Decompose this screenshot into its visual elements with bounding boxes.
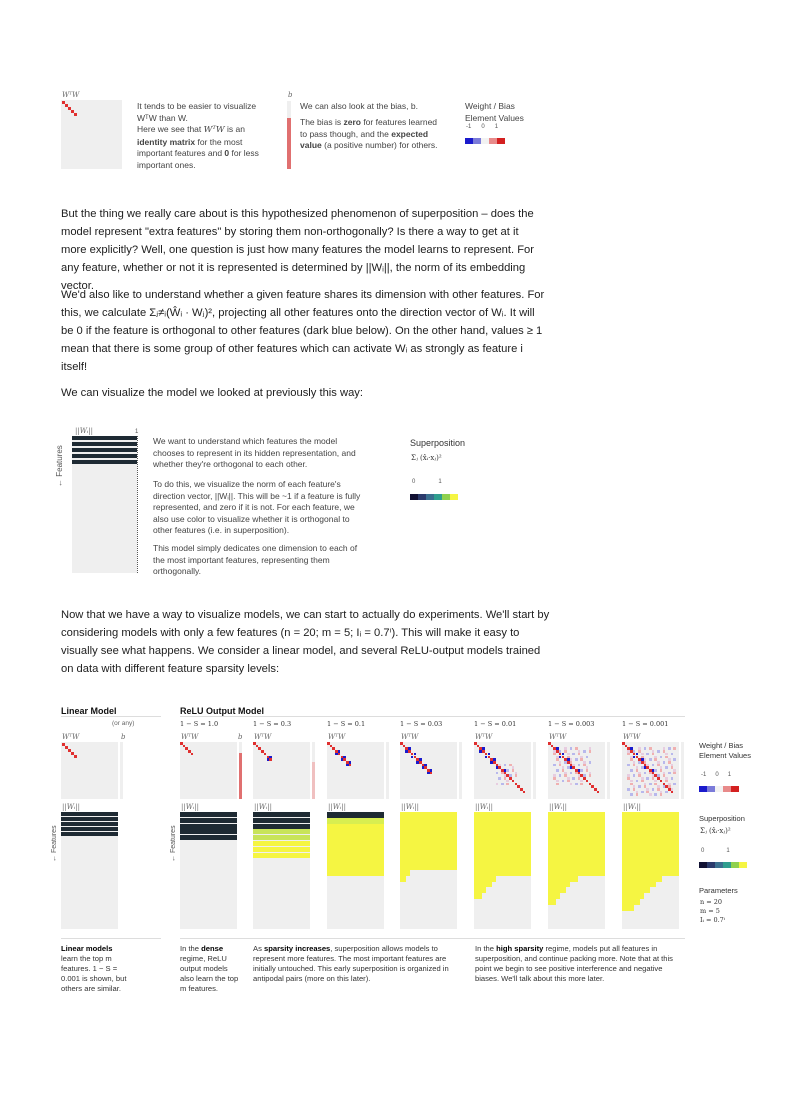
interference-cell [654,793,657,796]
norm-bar [253,812,310,817]
interference-cell [657,774,660,777]
offdiag-cell [419,758,422,761]
interference-cell [660,756,663,759]
interference-cell [671,753,674,756]
wtw-matrix [61,100,122,169]
interference-cell [668,772,671,775]
interference-cell [627,788,630,791]
mid-dotted-line [137,436,138,573]
interference-cell [660,793,663,796]
interference-cell [649,758,652,761]
relu-wtw-label: WᵀW [254,733,272,741]
interference-cell [570,747,573,750]
interference-cell [668,747,671,750]
relu-bias [459,742,462,799]
sparsity-label: 1 − S = 0.01 [474,720,517,728]
interference-cell [630,769,633,772]
offdiag-cell [496,766,499,769]
top-legend-title: Weight / Bias Element Values [465,101,524,123]
relu-bias [312,742,315,799]
interference-cell [646,777,649,780]
interference-cell [649,793,652,796]
interference-cell [665,791,668,794]
relu-model-title: ReLU Output Model [180,706,264,716]
offdiag-cell [408,747,411,750]
interference-cell [559,774,562,777]
interference-cell [580,769,583,772]
relu-norm-label: ||Wᵢ|| [254,803,273,811]
interference-cell [654,769,657,772]
relu-norm-label: ||Wᵢ|| [623,803,642,811]
interference-cell [509,774,512,777]
interference-cell [627,764,630,767]
relu-wtw-label: WᵀW [549,733,567,741]
relu-wtw-label: WᵀW [328,733,346,741]
interference-cell [564,761,567,764]
interference-cell [498,777,501,780]
diag-cell [191,753,194,756]
interference-cell [638,761,641,764]
interference-cell [671,777,674,780]
mid-text-3: This model simply dedicates one dimension to each of the most important features, representing them orthogonally. [153,543,358,576]
offdiag-cell [411,756,414,759]
interference-cell [671,788,674,791]
offdiag-cell [430,769,433,772]
norm-bar [622,905,634,911]
interference-cell [575,758,578,761]
linear-wtw-label: WᵀW [62,733,80,741]
relu-wtw-matrix [548,742,605,799]
relu-norm-label: ||Wᵢ|| [549,803,568,811]
bottom-sp-formula: Σⱼ (x̂ᵢ·xⱼ)² [700,827,731,835]
interference-cell [515,774,518,777]
offdiag-cell [485,756,488,759]
param-n: n = 20 [700,898,723,906]
relu-wtw-label: WᵀW [475,733,493,741]
relu-wtw-matrix [180,742,237,799]
norm-bar [253,841,310,846]
diag-cell [523,791,526,794]
norm-bar [253,818,310,823]
bottom-sp-swatches [699,855,747,873]
interference-cell [663,785,666,788]
bias-bar [312,762,315,799]
interference-cell [589,774,592,777]
relu-wtw-matrix [400,742,457,799]
mid-norm-label: ||Wᵢ|| [75,427,94,435]
interference-cell [553,764,556,767]
bottom-sp-ticks: 0 1 [701,848,730,854]
caption-rule-linear [61,938,161,939]
relu-wtw-matrix [327,742,384,799]
interference-cell [586,756,589,759]
norm-bar [180,829,237,834]
mid-text-2: To do this, we visualize the norm of each feature's direction vector, ||Wᵢ||. This will be ~1 if a feature is fully represented, and zero if it is not. For each feature, we also use color to visualize whether it is orthogonal to other features (i.e. in superposition). [153,479,361,535]
interference-cell [652,788,655,791]
linear-norm-chart [61,812,118,929]
norm-bar [180,812,237,817]
offdiag-cell [570,766,573,769]
offdiag-cell [267,758,270,761]
offdiag-cell [479,750,482,753]
relu-wtw-matrix [474,742,531,799]
relu-bias [533,742,536,799]
linear-bias [120,742,123,799]
relu-features-label: ← Features [170,825,177,862]
offdiag-cell [338,750,341,753]
interference-cell [559,750,562,753]
interference-cell [633,750,636,753]
interference-cell [646,764,649,767]
offdiag-cell [636,753,639,756]
offdiag-cell [346,764,349,767]
interference-cell [641,791,644,794]
norm-bar [180,818,237,823]
relu-bias [607,742,610,799]
mid-sp-swatches [410,487,458,505]
linear-model-title: Linear Model [61,706,117,716]
offdiag-cell [422,766,425,769]
interference-cell [633,774,636,777]
linear-norm-label: ||Wᵢ|| [62,803,81,811]
offdiag-cell [562,753,565,756]
interference-cell [630,793,633,796]
top-text-2: Here we see that WᵀW is an identity matrix for the most important features and 0 for less important ones. [137,124,259,170]
offdiag-cell [414,753,417,756]
interference-cell [504,764,507,767]
sparsity-label: 1 − S = 1.0 [180,720,219,728]
relu-bias [386,742,389,799]
interference-cell [657,750,660,753]
wtw-label: WᵀW [62,91,80,99]
interference-cell [496,772,499,775]
offdiag-cell [424,764,427,767]
top-legend-swatches [465,131,505,149]
bottom-legend-title: Weight / Bias Element Values [699,741,751,760]
interference-cell [583,774,586,777]
bias-vector [287,101,291,169]
interference-cell [644,747,647,750]
paragraph-1: But the thing we really care about is this hypothesized phenomenon of superposition – does the model represent "extra features" by storing them non-orthogonally? Is there a way to get at it more explicitly? Well, one question is just how many features the model learns to represent. For any feature, whether or not it is represented is determined by ||Wᵢ||, the norm of its embedding vector. [61,208,534,292]
relu-norm-chart [474,812,531,929]
norm-bar [180,835,237,840]
sparsity-label: 1 − S = 0.3 [253,720,292,728]
offdiag-cell [427,772,430,775]
interference-cell [649,783,652,786]
mid-text-1: We want to understand which features the model chooses to represent in its hidden representation, and whether they're orthogonal to each other. [153,436,356,469]
interference-cell [673,747,676,750]
caption-rule-relu [180,938,685,939]
mid-sp-formula: Σⱼ (x̂ᵢ·xⱼ)² [411,454,442,462]
relu-bias [239,742,242,799]
paragraph-4: Now that we have a way to visualize models, we can start to actually do experiments. We'll start by considering models with only a few features (n = 20; m = 5; Iᵢ = 0.7ⁱ). This will make it easy to visually see what happens. We consider a linear model, and several ReLU-output models trained on data with different feature sparsity levels: [61,609,550,675]
relu-norm-label: ||Wᵢ|| [401,803,420,811]
linear-features-label: ← Features [51,825,58,862]
offdiag-cell [633,756,636,759]
bias-label: b [288,91,293,99]
relu-wtw-matrix [253,742,310,799]
offdiag-cell [341,758,344,761]
caption-high: In the high sparsity regime, models put all features in superposition, and continue packing more. Note that at this point we begin to see positive interference and negative biases. We'll talk about this more later. [475,944,673,983]
sparsity-label: 1 − S = 0.003 [548,720,595,728]
relu-norm-label: ||Wᵢ|| [328,803,347,811]
interference-cell [644,772,647,775]
top-legend-ticks: -1 0 1 [466,124,499,130]
norm-bar [253,853,310,858]
interference-cell [580,783,583,786]
interference-cell [556,783,559,786]
mid-sp-ticks: 0 1 [412,479,442,485]
interference-cell [652,764,655,767]
interference-cell [641,766,644,769]
offdiag-cell [490,761,493,764]
norm-bar [253,824,310,829]
interference-cell [578,764,581,767]
relu-bias [681,742,684,799]
offdiag-cell [482,747,485,750]
interference-cell [506,783,509,786]
norm-bar [253,835,310,840]
interference-cell [589,750,592,753]
interference-cell [562,780,565,783]
norm-bar [400,876,406,882]
norm-bar [548,899,556,905]
relu-norm-chart [400,812,457,929]
linear-wtw [61,742,118,799]
interference-cell [673,758,676,761]
params-title: Parameters [699,886,738,895]
interference-cell [636,780,639,783]
sparsity-label: 1 − S = 0.1 [327,720,366,728]
norm-bar [253,829,310,834]
caption-dense: In the dense regime, ReLU output models also learn the top m features. [180,944,239,993]
relu-norm-label: ||Wᵢ|| [181,803,200,811]
caption-increase: As sparsity increases, superposition allows models to represent more features. The most important features are initially untouched. This early superposition is organized in antipodal pairs (more on this later). [253,944,449,983]
offdiag-cell [343,756,346,759]
interference-cell [575,783,578,786]
interference-cell [570,772,573,775]
interference-cell [636,793,639,796]
linear-b-label: b [121,733,126,741]
sparsity-label: 1 − S = 0.001 [622,720,669,728]
offdiag-cell [349,761,352,764]
paragraph-2: We'd also like to understand whether a given feature shares its dimension with other features. For this, we calculate Σⱼ≠ᵢ(Ŵᵢ · Wⱼ)², projecting all other features onto the direction vector of Wᵢ. It will be 0 if the feature is orthogonal to other features (dark blue below). On the other hand, values ≥ 1 mean that there is some group of other features which can activate Wᵢ as strongly as feature i itself! [61,289,545,373]
relu-norm-chart [622,812,679,929]
relu-norm-chart [253,812,310,929]
relu-features-text: Features [170,825,177,854]
relu-wtw-matrix [622,742,679,799]
interference-cell [646,753,649,756]
paragraph-3: We can visualize the model we looked at previously this way: [61,387,364,399]
diag-cell [269,758,272,761]
norm-bar [474,893,482,899]
bottom-sp-title: Superposition [699,814,745,823]
relu-wtw-label: WᵀW [181,733,199,741]
interference-cell [556,769,559,772]
interference-cell [570,783,573,786]
interference-cell [498,764,501,767]
offdiag-cell [405,750,408,753]
offdiag-cell [488,753,491,756]
offdiag-cell [269,756,272,759]
bias-intro: We can also look at the bias, b. [300,101,418,111]
interference-cell [572,764,575,767]
linear-subtitle: (or any) [112,720,135,727]
linear-title-rule [61,716,161,717]
offdiag-cell [559,756,562,759]
norm-bar [253,847,310,852]
mid-norm-chart [72,436,137,573]
diag-cell [597,791,600,794]
interference-cell [496,783,499,786]
bias-text: The bias is zero for features learned to pass though, and the expected value (a positive number) for others. [300,117,438,150]
interference-cell [638,785,641,788]
interference-cell [663,761,666,764]
param-m: m = 5 [700,907,720,915]
interference-cell [572,753,575,756]
bottom-legend-ticks: -1 0 1 [701,772,732,778]
interference-cell [673,783,676,786]
interference-cell [583,750,586,753]
interference-cell [501,783,504,786]
relu-wtw-label: WᵀW [401,733,419,741]
relu-wtw-label: WᵀW [623,733,641,741]
relu-b-label: b [238,733,243,741]
top-text-1: It tends to be easier to visualize WᵀW than W. [137,101,257,123]
sparsity-label: 1 − S = 0.03 [400,720,443,728]
offdiag-cell [493,758,496,761]
interference-cell [567,766,570,769]
mid-one-label: 1 [135,429,139,435]
relu-norm-chart [548,812,605,929]
bias-bar [239,753,242,799]
relu-title-rule [180,716,685,717]
relu-norm-label: ||Wᵢ|| [475,803,494,811]
interference-cell [589,761,592,764]
offdiag-cell [644,766,647,769]
interference-cell [506,769,509,772]
mid-sp-title: Superposition [410,438,466,448]
relu-norm-chart [327,812,384,929]
diag-cell [430,772,433,775]
interference-cell [673,772,676,775]
mid-features-label: ← Features [55,445,64,487]
interference-cell [665,766,668,769]
norm-bar [180,824,237,829]
relu-norm-chart [180,812,237,929]
offdiag-cell [335,753,338,756]
caption-linear: Linear models learn the top m features. 1 − S = 0.001 is shown, but others are similar. [61,944,127,993]
diag-cell [671,791,674,794]
interference-cell [572,777,575,780]
diag-cell [349,764,352,767]
bottom-legend-swatches [699,779,739,797]
offdiag-cell [416,761,419,764]
norm-bar [327,870,384,876]
param-importance: Iᵢ = 0.7ⁱ [700,916,726,924]
